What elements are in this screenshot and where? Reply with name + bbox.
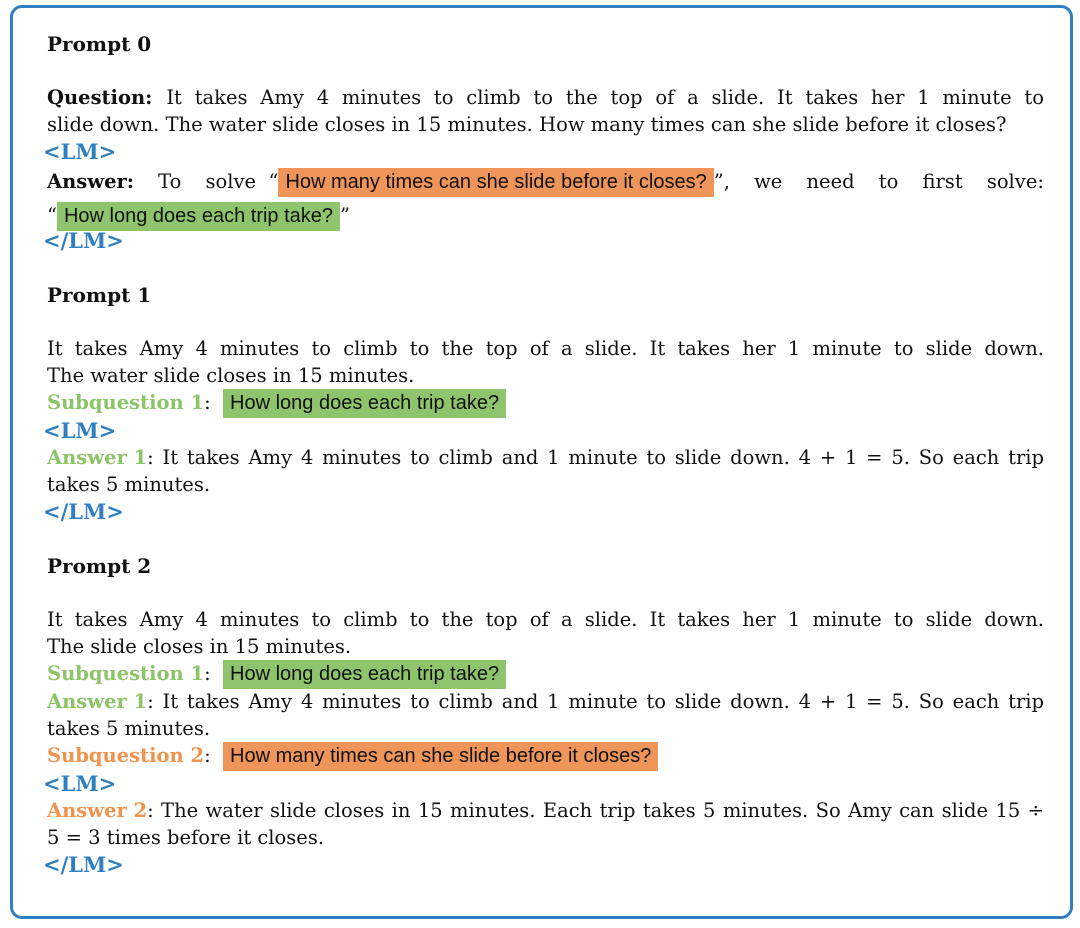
prompt-2-answer-2-line2: 5 = 3 times before it closes. (47, 826, 325, 849)
prompt-2-title: Prompt 2 (47, 554, 152, 578)
colon: : (204, 662, 211, 685)
problem-text: It takes Amy 4 minutes to climb to the top of a slide. It takes her 1 minute to slide down. (47, 337, 1044, 360)
answer-word: solve (205, 170, 257, 193)
quote-mark: ” (340, 204, 351, 227)
answer-word: solve: (986, 170, 1044, 193)
answer-label: Answer 2 (47, 799, 148, 822)
answer-word: need (806, 170, 855, 193)
prompt-1-subquestion (47, 389, 1044, 417)
lm-open-tag: <LM> (43, 771, 117, 796)
prompt-1-title: Prompt 1 (47, 283, 152, 307)
subquestion-label: Subquestion 1 (47, 391, 205, 414)
prompt-2-answer-2-line1 (47, 797, 1044, 824)
answer-label: Answer: (47, 170, 134, 193)
highlight-green: How long does each trip take? (223, 660, 506, 689)
colon: : (204, 391, 211, 414)
subquestion-label: Subquestion 1 (47, 662, 205, 685)
answer-label: Answer 1 (47, 446, 148, 469)
colon: : (204, 744, 211, 767)
prompt-2-answer-1-line1 (47, 688, 1044, 715)
highlight-green: How long does each trip take? (223, 389, 506, 418)
quote-mark: “ (268, 170, 279, 193)
prompt-1-text-line2: The water slide closes in 15 minutes. (47, 364, 415, 387)
answer-text: : It takes Amy 4 minutes to climb and 1 minute to slide down. 4 + 1 = 5. So each trip (147, 446, 1044, 469)
lm-close-tag: </LM> (43, 499, 124, 524)
highlight-orange: How many times can she slide before it closes? (278, 168, 713, 197)
prompt-2-text-line2: The slide closes in 15 minutes. (47, 635, 352, 658)
question-label: Question: (47, 86, 153, 109)
quote-mark: “ (47, 204, 57, 227)
quote-mark: ”, (713, 170, 730, 193)
answer-row (47, 797, 1044, 824)
lm-open-tag: <LM> (43, 418, 117, 443)
prompt-2-subquestion-2 (47, 742, 1044, 770)
prompt-2-text-line1 (47, 606, 1044, 633)
answer-row (47, 688, 1044, 715)
prompt-0-answer-line1 (47, 165, 1044, 199)
question-text-line2: slide down. The water slide closes in 15 minutes. How many times can she slide before it closes? (47, 113, 1007, 136)
problem-text: It takes Amy 4 minutes to climb to the top of a slide. It takes her 1 minute to slide down. (47, 608, 1044, 631)
answer-text: : It takes Amy 4 minutes to climb and 1 minute to slide down. 4 + 1 = 5. So each trip (147, 690, 1044, 713)
answer-word: To (158, 170, 182, 193)
highlight-green: How long does each trip take? (57, 202, 340, 231)
prompt-2-answer-1-line2: takes 5 minutes. (47, 717, 211, 740)
figure-frame (10, 5, 1073, 919)
subquestion-label: Subquestion 2 (47, 744, 205, 767)
prompt-2-subquestion-1 (47, 660, 1044, 688)
answer-quoted-orange (206, 165, 730, 199)
prompt-0-title: Prompt 0 (47, 32, 152, 56)
prompt-1-text-line1 (47, 335, 1044, 362)
answer-word: we (754, 170, 783, 193)
prompt-0-question-line1 (47, 84, 1044, 111)
lm-open-tag: <LM> (43, 139, 117, 164)
figure-content (43, 8, 1044, 878)
answer-row (47, 444, 1044, 471)
prompt-1-answer-line2: takes 5 minutes. (47, 473, 211, 496)
answer-label: Answer 1 (47, 690, 148, 713)
answer-word: first (922, 170, 963, 193)
highlight-orange: How many times can she slide before it closes? (223, 742, 658, 771)
lm-close-tag: </LM> (43, 228, 124, 253)
lm-close-tag: </LM> (43, 852, 124, 877)
prompt-1-answer-line1 (47, 444, 1044, 471)
answer-word: to (878, 170, 899, 193)
answer-text: : The water slide closes in 15 minutes. Each trip takes 5 minutes. So Amy can slide 15 ÷ (147, 799, 1044, 822)
question-text-line1: It takes Amy 4 minutes to climb to the top of a slide. It takes her 1 minute to (166, 86, 1044, 109)
